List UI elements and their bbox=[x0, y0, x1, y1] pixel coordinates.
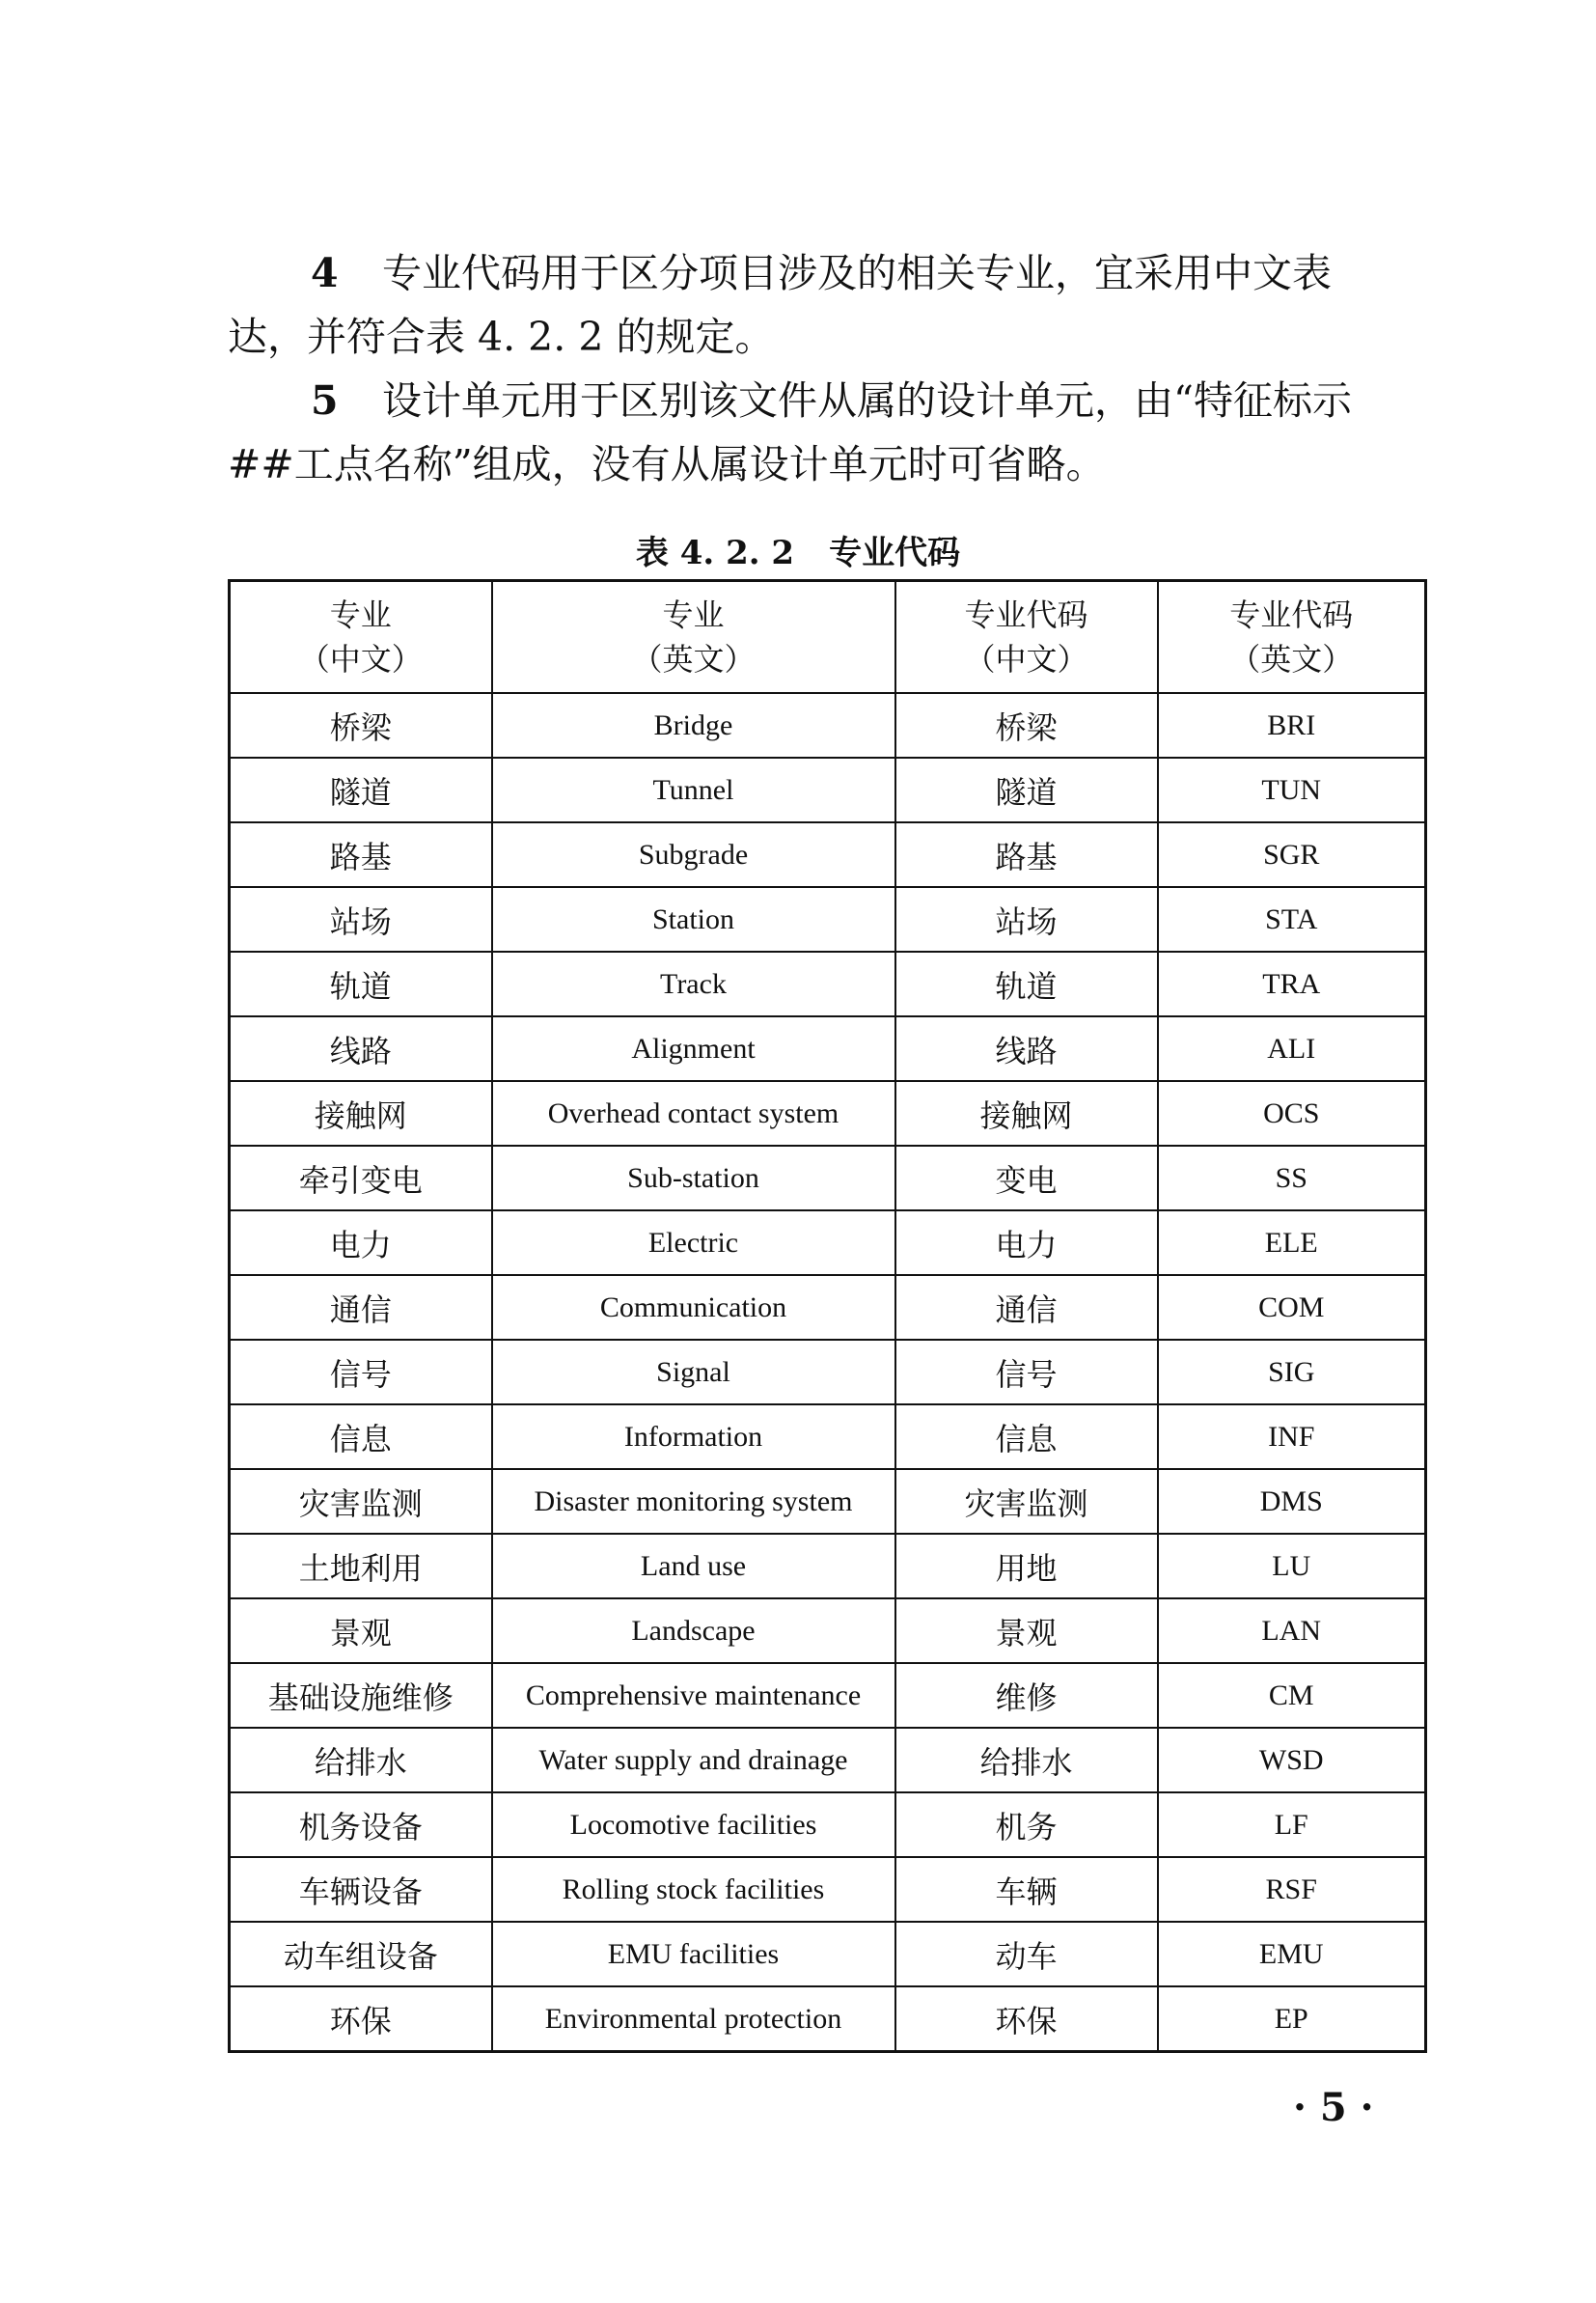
cell-specialty-en: Land use bbox=[492, 1534, 895, 1598]
cell-code-cn: 轨道 bbox=[895, 952, 1158, 1016]
table-title: 专业代码 bbox=[829, 534, 961, 572]
header-line: 专业 bbox=[662, 597, 725, 633]
paragraph-5 bbox=[228, 369, 1424, 496]
header-line: （英文） bbox=[631, 641, 756, 678]
cell-specialty-cn: 信息 bbox=[230, 1404, 492, 1469]
cell-code-cn: 接触网 bbox=[895, 1081, 1158, 1146]
cell-specialty-cn: 隧道 bbox=[230, 758, 492, 822]
cell-specialty-cn: 路基 bbox=[230, 822, 492, 887]
cell-specialty-en: Bridge bbox=[492, 693, 895, 758]
cell-code-en: LU bbox=[1158, 1534, 1426, 1598]
cell-specialty-cn: 桥梁 bbox=[230, 693, 492, 758]
cell-specialty-cn: 车辆设备 bbox=[230, 1857, 492, 1922]
cell-code-cn: 维修 bbox=[895, 1663, 1158, 1728]
cell-code-en: TRA bbox=[1158, 952, 1426, 1016]
cell-code-en: BRI bbox=[1158, 693, 1426, 758]
table-row bbox=[230, 1663, 1426, 1728]
table-row bbox=[230, 1469, 1426, 1534]
cell-specialty-cn: 线路 bbox=[230, 1016, 492, 1081]
cell-code-en: LF bbox=[1158, 1792, 1426, 1857]
cell-specialty-en: Information bbox=[492, 1404, 895, 1469]
cell-specialty-cn: 灾害监测 bbox=[230, 1469, 492, 1534]
cell-specialty-en: Landscape bbox=[492, 1598, 895, 1663]
table-row bbox=[230, 822, 1426, 887]
table-row bbox=[230, 1210, 1426, 1275]
table-row bbox=[230, 952, 1426, 1016]
cell-specialty-cn: 通信 bbox=[230, 1275, 492, 1340]
cell-specialty-en: Alignment bbox=[492, 1016, 895, 1081]
table-row bbox=[230, 1728, 1426, 1792]
table-caption bbox=[0, 526, 1596, 573]
cell-specialty-cn: 信号 bbox=[230, 1340, 492, 1404]
table-row bbox=[230, 1081, 1426, 1146]
cell-specialty-cn: 景观 bbox=[230, 1598, 492, 1663]
cell-specialty-cn: 土地利用 bbox=[230, 1534, 492, 1598]
cell-specialty-cn: 动车组设备 bbox=[230, 1922, 492, 1986]
cell-code-cn: 桥梁 bbox=[895, 693, 1158, 758]
cell-code-en: ALI bbox=[1158, 1016, 1426, 1081]
cell-specialty-en: EMU facilities bbox=[492, 1922, 895, 1986]
cell-specialty-en: Locomotive facilities bbox=[492, 1792, 895, 1857]
header-line: 专业代码 bbox=[964, 597, 1088, 633]
cell-specialty-en: Environmental protection bbox=[492, 1986, 895, 2052]
cell-code-cn: 站场 bbox=[895, 887, 1158, 952]
paragraph-4 bbox=[228, 241, 1424, 369]
table-row bbox=[230, 1792, 1426, 1857]
cell-specialty-en: Communication bbox=[492, 1275, 895, 1340]
cell-specialty-cn: 牵引变电 bbox=[230, 1146, 492, 1210]
cell-specialty-en: Disaster monitoring system bbox=[492, 1469, 895, 1534]
header-line: （中文） bbox=[298, 641, 423, 678]
cell-specialty-cn: 接触网 bbox=[230, 1081, 492, 1146]
cell-code-en: SGR bbox=[1158, 822, 1426, 887]
cell-specialty-cn: 机务设备 bbox=[230, 1792, 492, 1857]
paragraph-text-line1: 设计单元用于区别该文件从属的设计单元，由“特征标示 bbox=[382, 377, 1352, 424]
cell-code-en: ELE bbox=[1158, 1210, 1426, 1275]
table-header-row bbox=[230, 581, 1426, 694]
table-row bbox=[230, 887, 1426, 952]
cell-code-cn: 线路 bbox=[895, 1016, 1158, 1081]
cell-code-cn: 用地 bbox=[895, 1534, 1158, 1598]
cell-specialty-en: Sub-station bbox=[492, 1146, 895, 1210]
cell-specialty-cn: 轨道 bbox=[230, 952, 492, 1016]
paragraph-number: 5 bbox=[311, 377, 339, 424]
cell-code-cn: 车辆 bbox=[895, 1857, 1158, 1922]
cell-specialty-cn: 环保 bbox=[230, 1986, 492, 2052]
cell-code-en: STA bbox=[1158, 887, 1426, 952]
cell-specialty-cn: 给排水 bbox=[230, 1728, 492, 1792]
cell-code-en: INF bbox=[1158, 1404, 1426, 1469]
paragraph-text-line2: 达，并符合表 4. 2. 2 的规定。 bbox=[228, 314, 775, 360]
cell-code-en: RSF bbox=[1158, 1857, 1426, 1922]
cell-code-cn: 隧道 bbox=[895, 758, 1158, 822]
cell-code-cn: 信息 bbox=[895, 1404, 1158, 1469]
header-line: 专业 bbox=[329, 597, 392, 633]
table-row bbox=[230, 693, 1426, 758]
table-row bbox=[230, 758, 1426, 822]
table-row bbox=[230, 1016, 1426, 1081]
cell-specialty-cn: 基础设施维修 bbox=[230, 1663, 492, 1728]
specialty-code-table bbox=[228, 579, 1427, 2053]
cell-specialty-en: Overhead contact system bbox=[492, 1081, 895, 1146]
cell-code-cn: 环保 bbox=[895, 1986, 1158, 2052]
cell-code-cn: 变电 bbox=[895, 1146, 1158, 1210]
header-line: （英文） bbox=[1229, 641, 1354, 678]
cell-code-en: DMS bbox=[1158, 1469, 1426, 1534]
cell-specialty-en: Station bbox=[492, 887, 895, 952]
header-specialty-en bbox=[492, 581, 895, 694]
table-number: 表 4. 2. 2 bbox=[635, 534, 795, 572]
header-code-cn bbox=[895, 581, 1158, 694]
table-row bbox=[230, 1922, 1426, 1986]
paragraph-text-line1: 专业代码用于区分项目涉及的相关专业，宜采用中文表 bbox=[382, 250, 1332, 296]
cell-code-en: CM bbox=[1158, 1663, 1426, 1728]
paragraph-text-line2: ##工点名称”组成，没有从属设计单元时可省略。 bbox=[228, 441, 1106, 487]
cell-code-en: EMU bbox=[1158, 1922, 1426, 1986]
cell-code-cn: 电力 bbox=[895, 1210, 1158, 1275]
header-specialty-cn bbox=[230, 581, 492, 694]
cell-code-en: WSD bbox=[1158, 1728, 1426, 1792]
cell-code-cn: 路基 bbox=[895, 822, 1158, 887]
cell-code-cn: 给排水 bbox=[895, 1728, 1158, 1792]
cell-specialty-cn: 站场 bbox=[230, 887, 492, 952]
header-line: 专业代码 bbox=[1229, 597, 1354, 633]
cell-code-cn: 灾害监测 bbox=[895, 1469, 1158, 1534]
cell-code-cn: 通信 bbox=[895, 1275, 1158, 1340]
cell-specialty-en: Subgrade bbox=[492, 822, 895, 887]
cell-code-cn: 信号 bbox=[895, 1340, 1158, 1404]
cell-specialty-en: Tunnel bbox=[492, 758, 895, 822]
table-row bbox=[230, 1857, 1426, 1922]
table-row bbox=[230, 1340, 1426, 1404]
cell-code-en: SIG bbox=[1158, 1340, 1426, 1404]
cell-code-cn: 动车 bbox=[895, 1922, 1158, 1986]
cell-code-en: TUN bbox=[1158, 758, 1426, 822]
cell-specialty-en: Comprehensive maintenance bbox=[492, 1663, 895, 1728]
header-line: （中文） bbox=[964, 641, 1088, 678]
page-number: · 5 · bbox=[1293, 2085, 1374, 2130]
cell-code-cn: 机务 bbox=[895, 1792, 1158, 1857]
table-row bbox=[230, 1534, 1426, 1598]
cell-specialty-en: Rolling stock facilities bbox=[492, 1857, 895, 1922]
cell-specialty-en: Water supply and drainage bbox=[492, 1728, 895, 1792]
cell-specialty-en: Electric bbox=[492, 1210, 895, 1275]
cell-specialty-en: Track bbox=[492, 952, 895, 1016]
cell-specialty-en: Signal bbox=[492, 1340, 895, 1404]
table-row bbox=[230, 1404, 1426, 1469]
table-row bbox=[230, 1146, 1426, 1210]
header-code-en bbox=[1158, 581, 1426, 694]
table-row bbox=[230, 1275, 1426, 1340]
cell-code-en: OCS bbox=[1158, 1081, 1426, 1146]
cell-code-en: EP bbox=[1158, 1986, 1426, 2052]
cell-code-cn: 景观 bbox=[895, 1598, 1158, 1663]
cell-code-en: COM bbox=[1158, 1275, 1426, 1340]
paragraph-number: 4 bbox=[311, 250, 339, 296]
table-row bbox=[230, 1986, 1426, 2052]
cell-code-en: LAN bbox=[1158, 1598, 1426, 1663]
cell-specialty-cn: 电力 bbox=[230, 1210, 492, 1275]
table-row bbox=[230, 1598, 1426, 1663]
cell-code-en: SS bbox=[1158, 1146, 1426, 1210]
